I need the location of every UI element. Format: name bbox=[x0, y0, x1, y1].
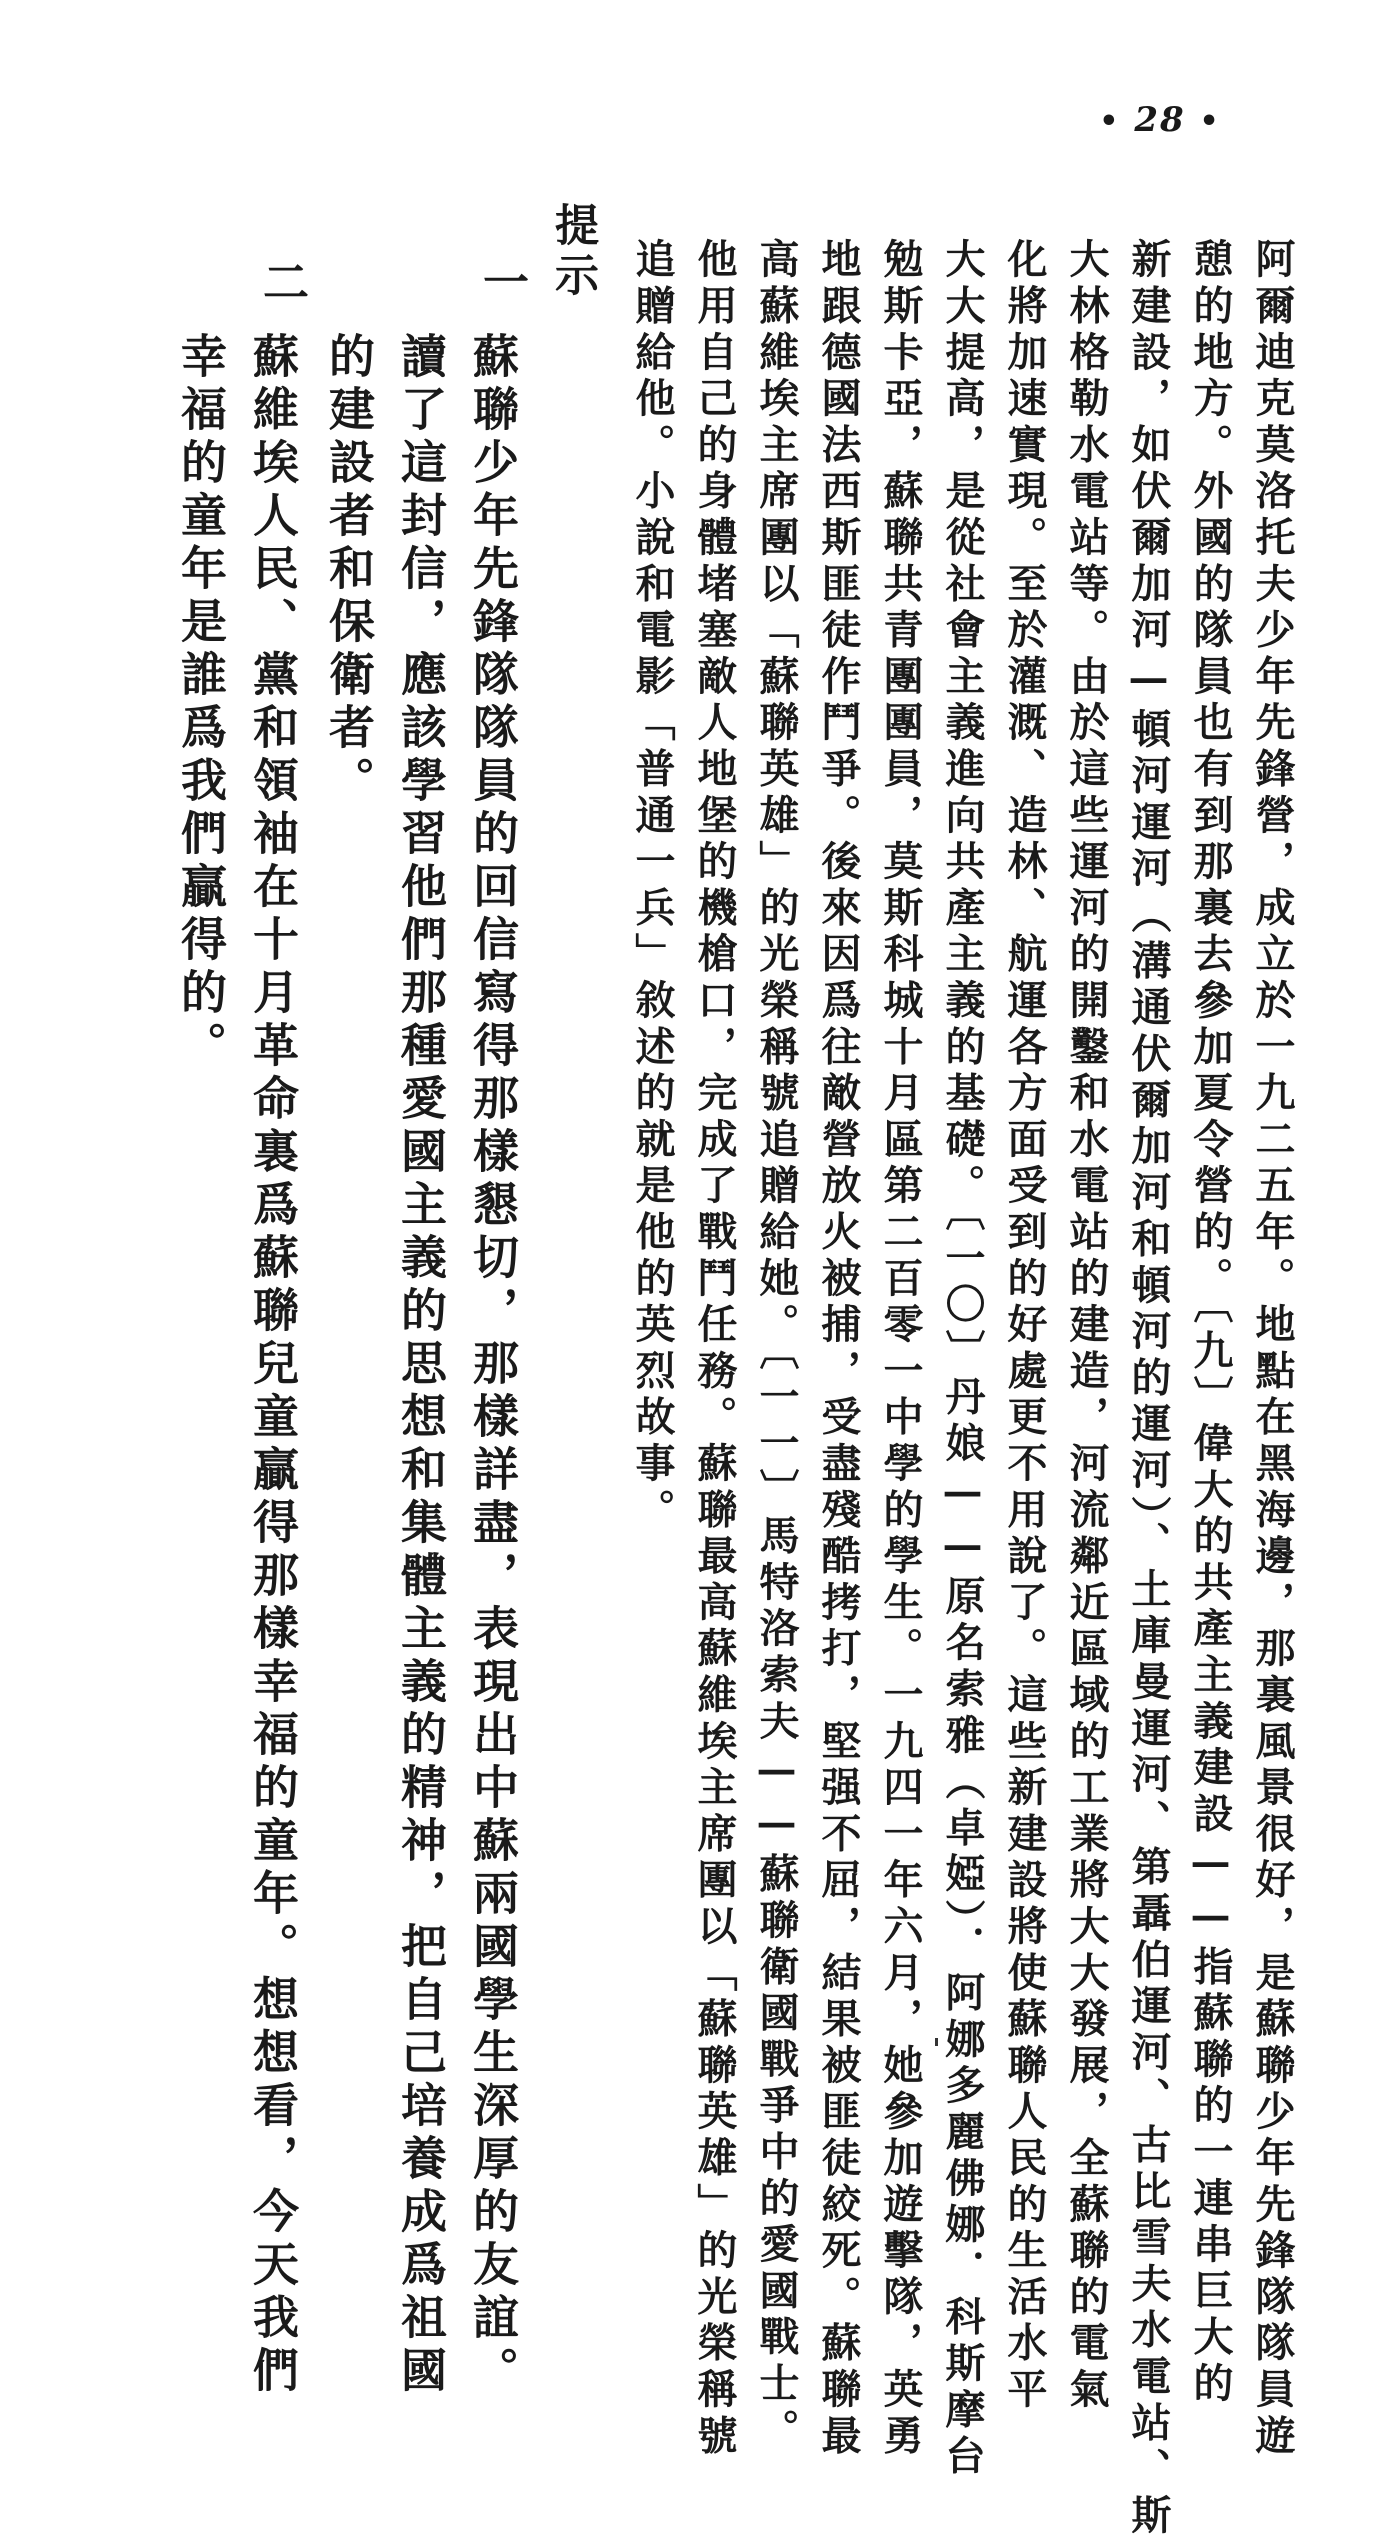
notes-column-10: 他用自己的身體堵塞敵人地堡的機槍口，完成了戰鬥任務。蘇聯最高蘇維埃主席團以「蘇聯英雄」的光榮稱號 bbox=[691, 238, 738, 2461]
notes-column-6: 大大提高，是從社會主義進向共產主義的基礎。〔一〇〕丹娘——原名索雅（卓婭）．阿娜多麗佛娜．科斯摩台 bbox=[939, 238, 986, 2481]
page-number-dot-left: • bbox=[1099, 104, 1121, 139]
page-number-value: 28 bbox=[1134, 100, 1186, 140]
notes-column-9: 高蘇維埃主席團以「蘇聯英雄」的光榮稱號追贈給她。〔一一〕馬特洛索夫——蘇聯衛國戰爭中的愛國戰士。 bbox=[753, 238, 800, 2455]
notes-column-4: 大林格勒水電站等。由於這些運河的開鑿和水電站的建造，河流鄰近區域的工業將大大發展，全蘇聯的電氣 bbox=[1063, 238, 1110, 2415]
notes-column-5: 化將加速實現。至於灌溉、造林、航運各方面受到的好處更不用說了。這些新建設將使蘇聯人民的生活水平 bbox=[1001, 238, 1048, 2415]
hints-heading: 提示 bbox=[547, 202, 598, 302]
hint-1-number: 一 bbox=[476, 258, 530, 304]
page-number bbox=[1090, 100, 1230, 140]
notes-column-11: 追贈給他。小說和電影「普通一兵」敘述的就是他的英烈故事。 bbox=[629, 238, 676, 1535]
notes-column-3: 新建設，如伏爾加河—頓河運河（溝通伏爾加河和頓河的運河）、土庫曼運河、第聶伯運河、古比雪夫水電站、斯 bbox=[1125, 238, 1172, 2540]
hint-1-line-3: 的建設者和保衛者。 bbox=[322, 332, 376, 809]
hint-1-line-1: 蘇聯少年先鋒隊隊員的回信寫得那樣懇切，那樣詳盡，表現出中蘇兩國學生深厚的友誼。 bbox=[466, 332, 520, 2399]
notes-column-2: 憩的地方。外國的隊員也有到那裏去參加夏令營的。〔九〕偉大的共產主義建設——指蘇聯的一連串巨大的 bbox=[1187, 238, 1234, 2409]
scan-speck bbox=[935, 2038, 938, 2046]
notes-column-8: 地跟德國法西斯匪徒作鬥爭。後來因爲往敵營放火被捕，受盡殘酷拷打，堅强不屈，結果被匪徒絞死。蘇聯最 bbox=[815, 238, 862, 2461]
hint-2-line-1: 蘇維埃人民、黨和領袖在十月革命裏爲蘇聯兒童贏得那樣幸福的童年。想想看，今天我們 bbox=[246, 332, 300, 2399]
hint-2-line-2: 幸福的童年是誰爲我們贏得的。 bbox=[174, 332, 228, 1074]
page-number-dot-right: • bbox=[1199, 104, 1221, 139]
hint-2-number: 二 bbox=[256, 258, 310, 304]
notes-column-7: 勉斯卡亞，蘇聯共青團團員，莫斯科城十月區第二百零一中學的學生。一九四一年六月，她參加遊擊隊，英勇 bbox=[877, 238, 924, 2461]
notes-column-1: 阿爾迪克莫洛托夫少年先鋒營，成立於一九二五年。地點在黑海邊，那裏風景很好，是蘇聯少年先鋒隊隊員遊 bbox=[1249, 238, 1296, 2461]
hint-1-line-2: 讀了這封信，應該學習他們那種愛國主義的思想和集體主義的精神，把自己培養成爲祖國 bbox=[394, 332, 448, 2399]
